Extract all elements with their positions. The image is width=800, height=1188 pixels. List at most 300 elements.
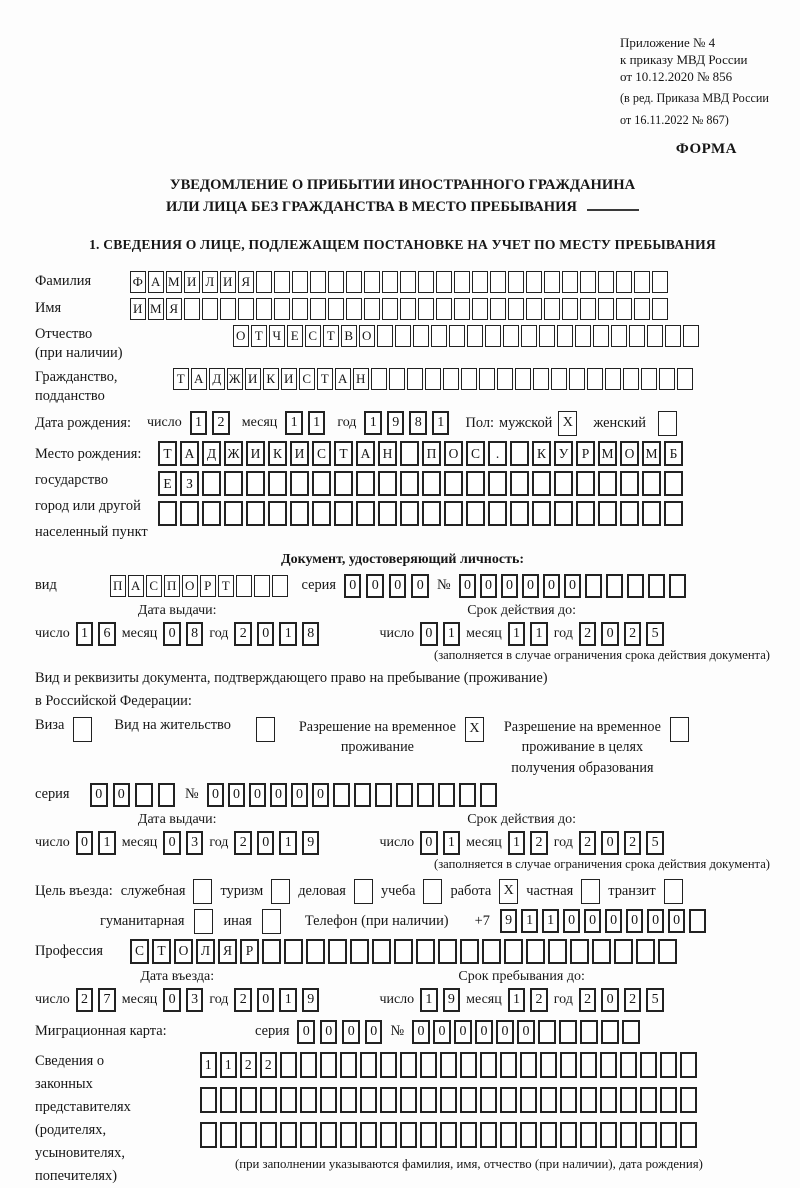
- char-box[interactable]: [652, 271, 668, 293]
- char-box[interactable]: С: [130, 939, 149, 964]
- char-box[interactable]: [660, 1052, 677, 1078]
- char-box[interactable]: [460, 1052, 477, 1078]
- char-box[interactable]: [480, 1052, 497, 1078]
- char-box[interactable]: [587, 368, 603, 390]
- char-box[interactable]: 1: [98, 831, 116, 855]
- char-box[interactable]: 0: [76, 831, 94, 855]
- char-box[interactable]: [238, 298, 254, 320]
- char-box[interactable]: [380, 1052, 397, 1078]
- char-box[interactable]: [616, 298, 632, 320]
- char-box[interactable]: Т: [323, 325, 339, 347]
- char-box[interactable]: [438, 783, 456, 807]
- char-box[interactable]: [193, 879, 212, 904]
- char-box[interactable]: [290, 471, 309, 496]
- char-box[interactable]: 0: [257, 622, 275, 646]
- char-box[interactable]: И: [130, 298, 146, 320]
- char-box[interactable]: [562, 271, 578, 293]
- char-box[interactable]: [431, 325, 447, 347]
- char-box[interactable]: [490, 298, 506, 320]
- char-box[interactable]: [400, 1087, 417, 1113]
- char-box[interactable]: 0: [312, 783, 330, 807]
- char-box[interactable]: 0: [584, 909, 602, 933]
- char-box[interactable]: [184, 298, 200, 320]
- char-box[interactable]: [220, 298, 236, 320]
- char-box[interactable]: [280, 1122, 297, 1148]
- char-box[interactable]: [593, 325, 609, 347]
- char-box[interactable]: [526, 298, 542, 320]
- char-box[interactable]: А: [191, 368, 207, 390]
- char-box[interactable]: 1: [279, 622, 297, 646]
- char-box[interactable]: [460, 939, 479, 964]
- char-box[interactable]: [658, 411, 677, 436]
- char-box[interactable]: [333, 783, 351, 807]
- char-box[interactable]: [246, 471, 265, 496]
- char-box[interactable]: 0: [344, 574, 362, 598]
- char-box[interactable]: [371, 368, 387, 390]
- char-box[interactable]: [665, 325, 681, 347]
- char-box[interactable]: [538, 1020, 556, 1044]
- char-box[interactable]: И: [246, 441, 265, 466]
- char-box[interactable]: [620, 501, 639, 526]
- char-box[interactable]: [622, 1020, 640, 1044]
- char-box[interactable]: 3: [186, 988, 204, 1012]
- char-box[interactable]: [459, 783, 477, 807]
- char-box[interactable]: 1: [521, 909, 539, 933]
- char-box[interactable]: [520, 1052, 537, 1078]
- char-box[interactable]: М: [148, 298, 164, 320]
- char-box[interactable]: [570, 939, 589, 964]
- char-box[interactable]: 0: [522, 574, 540, 598]
- char-box[interactable]: 1: [508, 831, 526, 855]
- char-box[interactable]: 0: [207, 783, 225, 807]
- char-box[interactable]: [544, 271, 560, 293]
- char-box[interactable]: 1: [76, 622, 94, 646]
- char-box[interactable]: 9: [443, 988, 461, 1012]
- char-box[interactable]: [480, 783, 498, 807]
- char-box[interactable]: [620, 471, 639, 496]
- char-box[interactable]: О: [359, 325, 375, 347]
- char-box[interactable]: [544, 298, 560, 320]
- char-box[interactable]: [664, 471, 683, 496]
- char-box[interactable]: 0: [601, 831, 619, 855]
- char-box[interactable]: [664, 501, 683, 526]
- char-box[interactable]: [73, 717, 92, 742]
- char-box[interactable]: Ж: [227, 368, 243, 390]
- char-box[interactable]: [479, 368, 495, 390]
- char-box[interactable]: 0: [365, 1020, 383, 1044]
- char-box[interactable]: [580, 1020, 598, 1044]
- char-box[interactable]: [526, 939, 545, 964]
- char-box[interactable]: [220, 1122, 237, 1148]
- char-box[interactable]: О: [233, 325, 249, 347]
- char-box[interactable]: [300, 1052, 317, 1078]
- char-box[interactable]: [274, 298, 290, 320]
- char-box[interactable]: [575, 325, 591, 347]
- char-box[interactable]: П: [422, 441, 441, 466]
- char-box[interactable]: [652, 298, 668, 320]
- char-box[interactable]: [340, 1087, 357, 1113]
- char-box[interactable]: 2: [212, 411, 230, 435]
- char-box[interactable]: 2: [579, 831, 597, 855]
- char-box[interactable]: И: [290, 441, 309, 466]
- char-box[interactable]: .: [488, 441, 507, 466]
- char-box[interactable]: 0: [517, 1020, 535, 1044]
- char-box[interactable]: [440, 1087, 457, 1113]
- char-box[interactable]: [180, 501, 199, 526]
- char-box[interactable]: [642, 501, 661, 526]
- char-box[interactable]: [620, 1087, 637, 1113]
- char-box[interactable]: [389, 368, 405, 390]
- char-box[interactable]: К: [532, 441, 551, 466]
- char-box[interactable]: Р: [240, 939, 259, 964]
- char-box[interactable]: 5: [646, 988, 664, 1012]
- char-box[interactable]: [616, 271, 632, 293]
- char-box[interactable]: [500, 1052, 517, 1078]
- char-box[interactable]: [400, 441, 419, 466]
- char-box[interactable]: [659, 368, 675, 390]
- char-box[interactable]: 8: [186, 622, 204, 646]
- char-box[interactable]: [396, 783, 414, 807]
- char-box[interactable]: С: [305, 325, 321, 347]
- char-box[interactable]: [508, 298, 524, 320]
- char-box[interactable]: 2: [260, 1052, 277, 1078]
- char-box[interactable]: С: [146, 575, 162, 597]
- char-box[interactable]: X: [465, 717, 484, 742]
- char-box[interactable]: П: [164, 575, 180, 597]
- char-box[interactable]: [460, 1087, 477, 1113]
- char-box[interactable]: [220, 1087, 237, 1113]
- char-box[interactable]: [420, 1087, 437, 1113]
- char-box[interactable]: Ф: [130, 271, 146, 293]
- char-box[interactable]: К: [268, 441, 287, 466]
- char-box[interactable]: [559, 1020, 577, 1044]
- char-box[interactable]: 1: [508, 622, 526, 646]
- char-box[interactable]: [310, 298, 326, 320]
- char-box[interactable]: [532, 501, 551, 526]
- char-box[interactable]: [443, 368, 459, 390]
- char-box[interactable]: [382, 298, 398, 320]
- char-box[interactable]: [580, 271, 596, 293]
- char-box[interactable]: [620, 1122, 637, 1148]
- char-box[interactable]: [606, 574, 624, 598]
- char-box[interactable]: [240, 1122, 257, 1148]
- char-box[interactable]: 2: [624, 988, 642, 1012]
- char-box[interactable]: [669, 574, 687, 598]
- char-box[interactable]: [560, 1087, 577, 1113]
- char-box[interactable]: [660, 1087, 677, 1113]
- char-box[interactable]: [422, 501, 441, 526]
- char-box[interactable]: [262, 939, 281, 964]
- char-box[interactable]: [292, 271, 308, 293]
- char-box[interactable]: [461, 368, 477, 390]
- char-box[interactable]: [328, 298, 344, 320]
- char-box[interactable]: А: [128, 575, 144, 597]
- char-box[interactable]: [440, 1052, 457, 1078]
- char-box[interactable]: [623, 368, 639, 390]
- char-box[interactable]: [400, 271, 416, 293]
- char-box[interactable]: [328, 939, 347, 964]
- char-box[interactable]: 2: [240, 1052, 257, 1078]
- char-box[interactable]: 0: [543, 574, 561, 598]
- char-box[interactable]: О: [620, 441, 639, 466]
- char-box[interactable]: Ч: [269, 325, 285, 347]
- char-box[interactable]: 0: [257, 831, 275, 855]
- char-box[interactable]: 0: [420, 622, 438, 646]
- char-box[interactable]: [256, 298, 272, 320]
- char-box[interactable]: [224, 501, 243, 526]
- char-box[interactable]: 0: [249, 783, 267, 807]
- char-box[interactable]: [503, 325, 519, 347]
- char-box[interactable]: 0: [412, 1020, 430, 1044]
- char-box[interactable]: Н: [353, 368, 369, 390]
- char-box[interactable]: А: [356, 441, 375, 466]
- char-box[interactable]: [418, 271, 434, 293]
- char-box[interactable]: [521, 325, 537, 347]
- char-box[interactable]: [533, 368, 549, 390]
- char-box[interactable]: [485, 325, 501, 347]
- char-box[interactable]: 1: [542, 909, 560, 933]
- char-box[interactable]: [280, 1052, 297, 1078]
- char-box[interactable]: [640, 1052, 657, 1078]
- char-box[interactable]: Л: [196, 939, 215, 964]
- char-box[interactable]: И: [245, 368, 261, 390]
- char-box[interactable]: [680, 1122, 697, 1148]
- char-box[interactable]: [554, 471, 573, 496]
- char-box[interactable]: [378, 501, 397, 526]
- char-box[interactable]: [551, 368, 567, 390]
- char-box[interactable]: 0: [459, 574, 477, 598]
- char-box[interactable]: Т: [251, 325, 267, 347]
- char-box[interactable]: [417, 783, 435, 807]
- char-box[interactable]: 0: [228, 783, 246, 807]
- char-box[interactable]: [554, 501, 573, 526]
- char-box[interactable]: 0: [270, 783, 288, 807]
- char-box[interactable]: [413, 325, 429, 347]
- char-box[interactable]: 7: [98, 988, 116, 1012]
- char-box[interactable]: [300, 1087, 317, 1113]
- char-box[interactable]: [340, 1122, 357, 1148]
- char-box[interactable]: [532, 471, 551, 496]
- char-box[interactable]: И: [220, 271, 236, 293]
- char-box[interactable]: М: [598, 441, 617, 466]
- char-box[interactable]: [641, 368, 657, 390]
- char-box[interactable]: Л: [202, 271, 218, 293]
- char-box[interactable]: [320, 1122, 337, 1148]
- char-box[interactable]: [497, 368, 513, 390]
- char-box[interactable]: [510, 471, 529, 496]
- char-box[interactable]: [416, 939, 435, 964]
- char-box[interactable]: 0: [342, 1020, 360, 1044]
- char-box[interactable]: [194, 909, 213, 934]
- char-box[interactable]: [272, 575, 288, 597]
- char-box[interactable]: 0: [366, 574, 384, 598]
- char-box[interactable]: Я: [218, 939, 237, 964]
- char-box[interactable]: 0: [668, 909, 686, 933]
- char-box[interactable]: [648, 574, 666, 598]
- char-box[interactable]: [360, 1052, 377, 1078]
- char-box[interactable]: [510, 501, 529, 526]
- char-box[interactable]: [540, 1087, 557, 1113]
- char-box[interactable]: 0: [411, 574, 429, 598]
- char-box[interactable]: 1: [200, 1052, 217, 1078]
- char-box[interactable]: [256, 717, 275, 742]
- char-box[interactable]: [260, 1122, 277, 1148]
- char-box[interactable]: 5: [646, 831, 664, 855]
- char-box[interactable]: [444, 501, 463, 526]
- char-box[interactable]: 2: [624, 831, 642, 855]
- char-box[interactable]: 0: [564, 574, 582, 598]
- char-box[interactable]: 1: [443, 622, 461, 646]
- char-box[interactable]: 0: [320, 1020, 338, 1044]
- char-box[interactable]: [360, 1087, 377, 1113]
- char-box[interactable]: [560, 1122, 577, 1148]
- char-box[interactable]: [274, 271, 290, 293]
- char-box[interactable]: 9: [500, 909, 518, 933]
- char-box[interactable]: 1: [279, 988, 297, 1012]
- char-box[interactable]: О: [182, 575, 198, 597]
- char-box[interactable]: [598, 298, 614, 320]
- char-box[interactable]: [460, 1122, 477, 1148]
- char-box[interactable]: С: [299, 368, 315, 390]
- char-box[interactable]: [640, 1122, 657, 1148]
- char-box[interactable]: [627, 574, 645, 598]
- char-box[interactable]: [634, 271, 650, 293]
- char-box[interactable]: [394, 939, 413, 964]
- char-box[interactable]: 0: [601, 622, 619, 646]
- char-box[interactable]: [328, 271, 344, 293]
- char-box[interactable]: 0: [163, 831, 181, 855]
- char-box[interactable]: 2: [530, 831, 548, 855]
- char-box[interactable]: [510, 441, 529, 466]
- char-box[interactable]: [466, 471, 485, 496]
- char-box[interactable]: [400, 1052, 417, 1078]
- char-box[interactable]: 0: [454, 1020, 472, 1044]
- char-box[interactable]: О: [444, 441, 463, 466]
- char-box[interactable]: 1: [443, 831, 461, 855]
- char-box[interactable]: [660, 1122, 677, 1148]
- char-box[interactable]: [580, 1122, 597, 1148]
- char-box[interactable]: [592, 939, 611, 964]
- char-box[interactable]: [312, 471, 331, 496]
- char-box[interactable]: [500, 1087, 517, 1113]
- char-box[interactable]: [490, 271, 506, 293]
- char-box[interactable]: 0: [605, 909, 623, 933]
- char-box[interactable]: [425, 368, 441, 390]
- char-box[interactable]: [680, 1087, 697, 1113]
- char-box[interactable]: Р: [200, 575, 216, 597]
- char-box[interactable]: 0: [257, 988, 275, 1012]
- char-box[interactable]: 1: [308, 411, 326, 435]
- char-box[interactable]: Т: [317, 368, 333, 390]
- char-box[interactable]: [580, 298, 596, 320]
- char-box[interactable]: [526, 271, 542, 293]
- char-box[interactable]: 1: [432, 411, 450, 435]
- char-box[interactable]: [280, 1087, 297, 1113]
- char-box[interactable]: [438, 939, 457, 964]
- char-box[interactable]: 5: [646, 622, 664, 646]
- char-box[interactable]: [440, 1122, 457, 1148]
- char-box[interactable]: [689, 909, 707, 933]
- char-box[interactable]: [647, 325, 663, 347]
- char-box[interactable]: Д: [202, 441, 221, 466]
- char-box[interactable]: [642, 471, 661, 496]
- char-box[interactable]: [614, 939, 633, 964]
- char-box[interactable]: [636, 939, 655, 964]
- char-box[interactable]: И: [281, 368, 297, 390]
- char-box[interactable]: [600, 1087, 617, 1113]
- char-box[interactable]: Е: [158, 471, 177, 496]
- char-box[interactable]: [340, 1052, 357, 1078]
- char-box[interactable]: [598, 271, 614, 293]
- char-box[interactable]: [540, 1122, 557, 1148]
- char-box[interactable]: 1: [508, 988, 526, 1012]
- char-box[interactable]: [135, 783, 153, 807]
- char-box[interactable]: [356, 471, 375, 496]
- char-box[interactable]: 0: [389, 574, 407, 598]
- char-box[interactable]: 2: [530, 988, 548, 1012]
- char-box[interactable]: У: [554, 441, 573, 466]
- char-box[interactable]: [472, 298, 488, 320]
- char-box[interactable]: [200, 1122, 217, 1148]
- char-box[interactable]: 0: [433, 1020, 451, 1044]
- char-box[interactable]: 9: [302, 988, 320, 1012]
- char-box[interactable]: [356, 501, 375, 526]
- char-box[interactable]: [540, 1052, 557, 1078]
- char-box[interactable]: 8: [302, 622, 320, 646]
- char-box[interactable]: [580, 1052, 597, 1078]
- char-box[interactable]: Н: [378, 441, 397, 466]
- char-box[interactable]: [560, 1052, 577, 1078]
- char-box[interactable]: [488, 471, 507, 496]
- char-box[interactable]: 0: [496, 1020, 514, 1044]
- char-box[interactable]: П: [110, 575, 126, 597]
- char-box[interactable]: Т: [218, 575, 234, 597]
- char-box[interactable]: [271, 879, 290, 904]
- char-box[interactable]: М: [642, 441, 661, 466]
- char-box[interactable]: Т: [152, 939, 171, 964]
- char-box[interactable]: [372, 939, 391, 964]
- char-box[interactable]: 0: [163, 988, 181, 1012]
- char-box[interactable]: [284, 939, 303, 964]
- char-box[interactable]: М: [166, 271, 182, 293]
- char-box[interactable]: [256, 271, 272, 293]
- char-box[interactable]: [364, 271, 380, 293]
- char-box[interactable]: [569, 368, 585, 390]
- char-box[interactable]: Я: [166, 298, 182, 320]
- char-box[interactable]: [300, 1122, 317, 1148]
- char-box[interactable]: О: [174, 939, 193, 964]
- char-box[interactable]: [548, 939, 567, 964]
- char-box[interactable]: 2: [76, 988, 94, 1012]
- char-box[interactable]: [658, 939, 677, 964]
- char-box[interactable]: [320, 1087, 337, 1113]
- char-box[interactable]: [664, 879, 683, 904]
- char-box[interactable]: 1: [530, 622, 548, 646]
- char-box[interactable]: [539, 325, 555, 347]
- char-box[interactable]: [380, 1122, 397, 1148]
- char-box[interactable]: [520, 1122, 537, 1148]
- char-box[interactable]: X: [499, 879, 518, 904]
- char-box[interactable]: [202, 298, 218, 320]
- char-box[interactable]: 0: [297, 1020, 315, 1044]
- char-box[interactable]: 1: [285, 411, 303, 435]
- char-box[interactable]: [598, 471, 617, 496]
- char-box[interactable]: [557, 325, 573, 347]
- char-box[interactable]: [334, 471, 353, 496]
- char-box[interactable]: 8: [409, 411, 427, 435]
- char-box[interactable]: [480, 1122, 497, 1148]
- char-box[interactable]: 1: [279, 831, 297, 855]
